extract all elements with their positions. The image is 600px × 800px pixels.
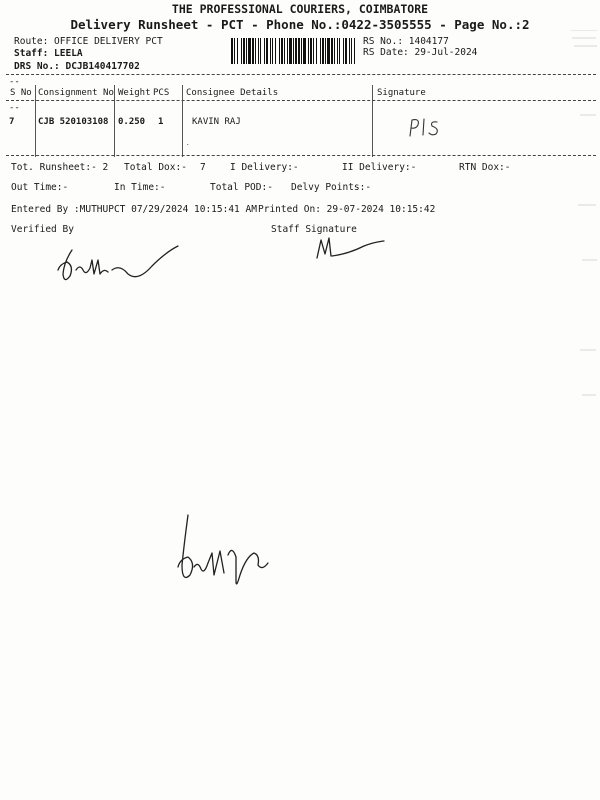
rs-date: RS Date: 29-Jul-2024 [363,47,478,58]
dot-mark: . [186,140,190,147]
page-edge-shadow [550,30,600,430]
verified-by-label: Verified By [11,224,74,235]
runsheet-title: Delivery Runsheet - PCT - Phone No.:0422-3505555 - Page No.:2 [70,17,530,32]
staff-signature [312,232,388,262]
column-header-signature: Signature [377,88,426,98]
recipient-signature [404,116,450,140]
entered-by: Entered By :MUTHUPCT 07/29/2024 10:15:41 AM [11,204,257,215]
total-dox-label: Total Dox:- [124,162,187,173]
column-divider [182,85,183,157]
column-header-consignee: Consignee Details [186,88,279,98]
cell-consignee: KAVIN RAJ [192,117,241,127]
total-dox-value: 7 [200,162,206,173]
delvy-points: Delvy Points:- [291,182,372,193]
out-time: Out Time:- [11,182,69,193]
lower-signature [170,505,290,595]
total-pod: Total POD:- [210,182,273,193]
company-name: THE PROFESSIONAL COURIERS, COIMBATORE [171,2,429,16]
staff-text: Staff: LEELA [14,48,83,59]
staff-signature-label: Staff Signature [271,224,357,235]
verifier-signature [50,240,185,290]
column-divider [114,85,115,157]
i-delivery: I Delivery:- [230,162,299,173]
route-text: Route: OFFICE DELIVERY PCT [14,36,163,47]
in-time: In Time:- [114,182,166,193]
rs-number: RS No.: 1404177 [363,36,449,47]
column-divider [372,85,373,157]
cell-consignment: CJB 520103108 [38,117,109,127]
cell-pcs: 1 [158,117,164,127]
column-divider [35,85,36,157]
rtn-dox: RTN Dox:- [459,162,511,173]
tot-runsheet: Tot. Runsheet:- 2 [11,162,109,173]
divider-line [6,100,596,101]
drs-number: DRS No.: DCJB140417702 [14,61,140,72]
column-header-consignment: Consignment No [38,88,114,98]
column-header-pcs: PCS [153,88,170,98]
cell-weight: 0.250 [118,117,146,127]
ii-delivery: II Delivery:- [342,162,417,173]
cell-sno: 7 [9,117,15,127]
printed-on: Printed On: 29-07-2024 10:15:42 [258,204,436,215]
divider-line [6,155,596,156]
row-marker: -- [9,77,20,87]
column-header-sno: S No [10,88,32,98]
divider-line [6,74,596,75]
row-marker: -- [9,103,20,113]
column-header-weight: Weight [118,88,151,98]
barcode [231,38,357,64]
